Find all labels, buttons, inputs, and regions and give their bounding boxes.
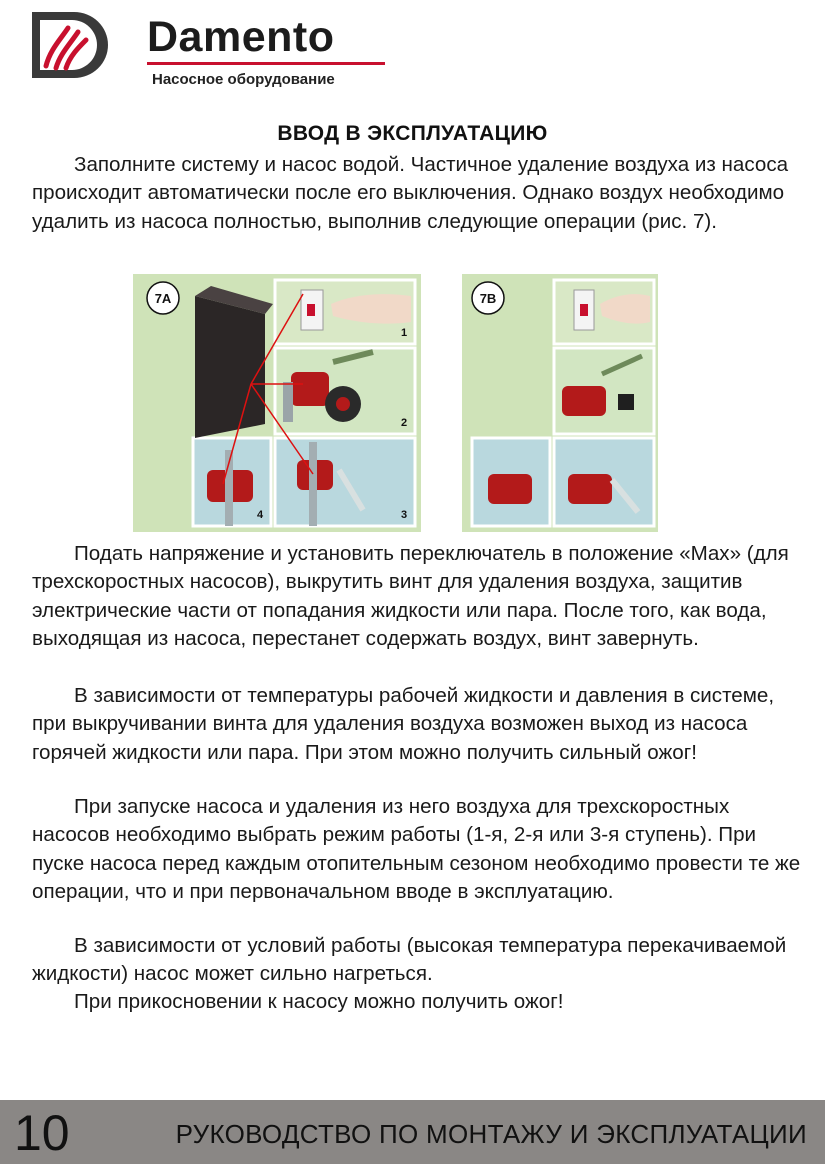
page-footer [0,1100,825,1164]
figure-7b-illustration [462,274,658,532]
brand-name: Damento [147,13,335,61]
paragraph-power-on-text: Подать напряжение и установить переключатель в положение «Max» (для трехскоростных насосов), выкрутить винт для удаления воздуха, защитив электрические части от попадания жидкости или пара. После того, как вода, выходящая из насоса, перестанет содержать воздух, винт завернуть. [32,542,789,650]
figure-7a-step-3: 3 [401,509,408,521]
section-title: ВВОД В ЭКСПЛУАТАЦИЮ [277,122,548,145]
paragraph-speed-mode [32,793,802,906]
brand-underline [147,62,385,65]
figure-7a [133,274,421,532]
paragraph-touch-warning-text: При прикосновении к насосу можно получить ожог! [74,990,564,1013]
intro-paragraph [32,151,802,236]
paragraph-power-on [32,540,802,653]
figure-7a-illustration [133,274,421,532]
paragraph-heating-text: В зависимости от условий работы (высокая температура перекачиваемой жидкости) насос может сильно нагреться. [32,934,787,986]
brand-logo [30,10,360,88]
figure-7a-step-2: 2 [401,417,408,429]
document-title: РУКОВОДСТВО ПО МОНТАЖУ И ЭКСПЛУАТАЦИИ [175,1119,807,1149]
brand-tagline: Насосное оборудование [152,71,335,88]
figure-7b [462,274,658,532]
figure-7a-label: 7A [154,291,172,306]
paragraph-burn-warning [32,682,802,767]
damento-logo-icon [30,10,110,80]
paragraph-heating [32,932,802,989]
figure-7a-step-4: 4 [257,509,264,521]
paragraph-speed-mode-text: При запуске насоса и удаления из него воздуха для трехскоростных насосов необходимо выбрать режим работы (1-я, 2-я или 3-я ступень). При пуске насоса перед каждым отопительным сезоном необходимо провести те же операции, что и при первоначальном вводе в эксплуатацию. [32,795,801,903]
intro-text: Заполните систему и насос водой. Частичное удаление воздуха из насоса происходит автоматически после его выключения. Однако воздух необходимо удалить из насоса полностью, выполнив следующие операции (рис. 7). [32,153,789,233]
paragraph-touch-warning [32,988,802,1016]
figure-7b-label: 7B [479,291,497,306]
figure-7a-step-1: 1 [401,327,408,339]
page-number: 10 [14,1105,70,1161]
paragraph-burn-warning-text: В зависимости от температуры рабочей жидкости и давления в системе, при выкручивании винта для удаления воздуха возможен выход из насоса горячей жидкости или пара. При этом можно получить сильный ожог! [32,684,775,764]
